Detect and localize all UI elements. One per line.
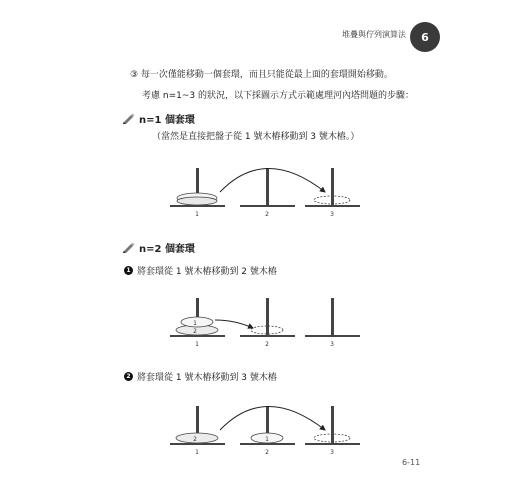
section-heading-n2: n=2 個套環 (139, 244, 195, 255)
step-text-2: 將套環從 1 號木樁移動到 3 號木樁 (137, 373, 277, 383)
hanoi-diagram-n2-step2 (165, 398, 365, 458)
peg-label-1: 1 (195, 211, 199, 218)
step-text-1: 將套環從 1 號木樁移動到 2 號木樁 (137, 267, 277, 277)
ring-label-1: 1 (265, 436, 269, 443)
pencil-icon (122, 112, 136, 124)
peg-base-3 (305, 205, 360, 207)
ring-base-shadow (177, 197, 217, 205)
chapter-badge: 6 (410, 22, 440, 52)
peg-label-1: 1 (195, 341, 199, 348)
running-header-title: 堆疊與佇列演算法 (342, 30, 406, 39)
peg-base-3 (305, 443, 360, 445)
pencil-icon (122, 241, 136, 253)
peg-label-1: 1 (195, 449, 199, 456)
hanoi-diagram-n1 (165, 160, 365, 220)
peg-pole-2 (266, 298, 269, 335)
step-number-2: 2 (124, 372, 133, 381)
peg-label-2: 2 (265, 341, 269, 348)
ring-2 (176, 433, 218, 443)
move-arrow (220, 407, 325, 431)
peg-pole-3 (331, 168, 334, 205)
peg-pole-3 (331, 406, 334, 443)
ring-label-1: 1 (193, 320, 197, 327)
peg-label-2: 2 (265, 211, 269, 218)
ring-label-2: 2 (193, 436, 197, 443)
section-heading-n1: n=1 個套環 (139, 115, 195, 126)
move-arrow (220, 169, 325, 193)
peg-label-3: 3 (330, 449, 334, 456)
step-number-1: 1 (124, 266, 133, 275)
peg-label-3: 3 (330, 211, 334, 218)
peg-pole-2 (266, 168, 269, 205)
hanoi-diagram-n2-step1 (165, 290, 365, 350)
rule-line: ③ 每一次僅能移動一個套環，而且只能從最上面的套環開始移動。 (130, 70, 393, 80)
intro-line: 考慮 n=1~3 的狀況，以下採圖示方式示範處理河內塔問題的步驟： (142, 91, 414, 101)
peg-base-2 (240, 205, 295, 207)
peg-pole-3 (331, 298, 334, 335)
peg-base-2 (240, 335, 295, 337)
ring-1 (181, 317, 213, 327)
peg-label-2: 2 (265, 449, 269, 456)
peg-label-3: 3 (330, 341, 334, 348)
peg-base-3 (305, 335, 360, 337)
ring-label-2: 2 (193, 328, 197, 335)
move-arrow (215, 320, 253, 328)
page-number: 6-11 (402, 458, 421, 467)
section-note-n1: （當然是直接把盤子從 1 號木樁移動到 3 號木樁。） (152, 132, 360, 142)
